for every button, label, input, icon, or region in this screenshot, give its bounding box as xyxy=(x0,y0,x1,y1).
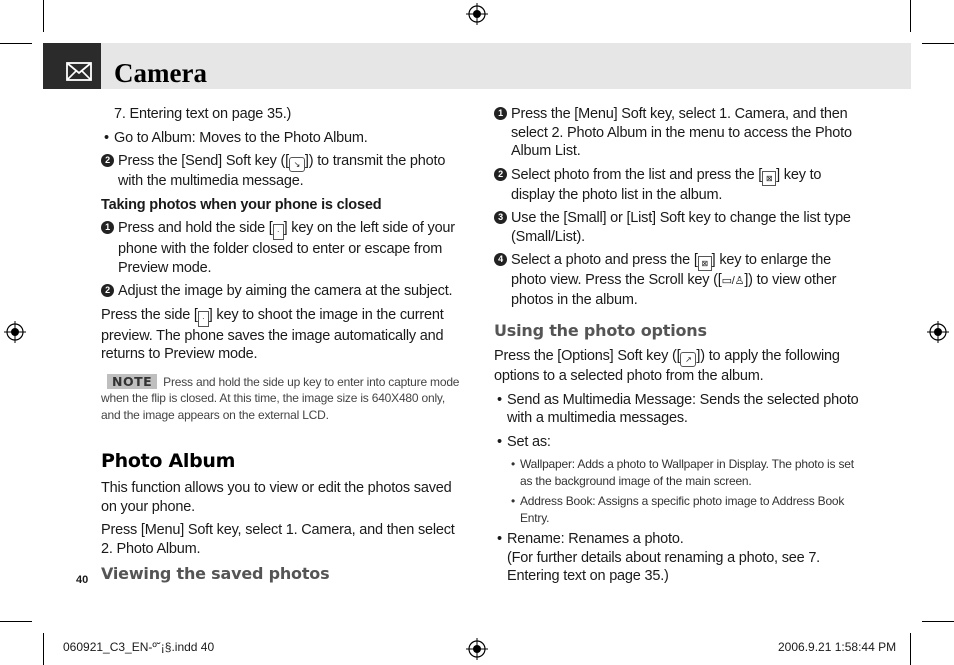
footer-filename: 060921_C3_EN-º˘¡§.indd 40 xyxy=(63,640,215,654)
registration-mark-icon xyxy=(466,3,488,25)
crop-mark xyxy=(922,43,954,44)
step-number: 4 xyxy=(494,253,507,266)
step-number: 1 xyxy=(101,221,114,234)
scroll-key-icon: ▭/♙ xyxy=(721,275,745,287)
sub-list-item: • Address Book: Assigns a specific photo image to Address Book Entry. xyxy=(511,494,845,525)
photo-album-heading: Photo Album xyxy=(101,450,236,472)
note-box xyxy=(101,374,466,424)
list-item: • Go to Album: Moves to the Photo Album. xyxy=(104,129,368,146)
registration-mark-icon xyxy=(466,638,488,660)
paragraph: Press the side [ · ] key to shoot the image in the current preview. The phone saves the image automatically and returns to Preview mode. xyxy=(101,306,444,362)
crop-mark xyxy=(922,621,954,622)
paragraph: Press [Menu] Soft key, select 1. Camera, and then select 2. Photo Album. xyxy=(101,522,455,557)
paragraph: Press the [Options] Soft key ([ ↗ ]) to apply the following options to a selected photo from the album. xyxy=(494,348,840,384)
note-badge: NOTE xyxy=(107,374,157,389)
registration-mark-icon xyxy=(4,321,26,343)
step-number: 2 xyxy=(101,284,114,297)
step-number: 2 xyxy=(101,154,114,167)
header-icon-box xyxy=(43,43,101,89)
list-item: • Rename: Renames a photo. (For further details about renaming a photo, see 7. Entering text on page 35.) xyxy=(497,531,821,584)
crop-mark xyxy=(0,621,32,622)
crop-mark xyxy=(910,633,911,665)
registration-mark-icon xyxy=(927,321,949,343)
send-key-icon: ↘ xyxy=(289,157,305,172)
step-item: 2 Adjust the image by aiming the camera at the subject. xyxy=(101,282,466,301)
footer-timestamp: 2006.9.21 1:58:44 PM xyxy=(778,640,897,654)
header-band xyxy=(101,43,911,89)
step-number: 1 xyxy=(494,107,507,120)
left-column xyxy=(101,105,466,563)
continuation-line: 7. Entering text on page 35.) xyxy=(114,106,292,122)
page-number: 40 xyxy=(76,574,89,586)
step-item: 2 Select photo from the list and press the [ ⊠ ] key to display the photo list in the album. xyxy=(494,166,859,205)
right-column xyxy=(494,105,859,591)
options-heading: Using the photo options xyxy=(494,321,707,340)
list-item: • Set as: xyxy=(497,433,551,450)
step-item: 1 Press and hold the side [ · ] key on the left side of your phone with the folder closed to enter or escape from Preview mode. xyxy=(101,219,466,277)
step-item: 2 Press the [Send] Soft key ([ ↘ ]) to transmit the photo with the multimedia message. xyxy=(101,152,466,191)
step-item: 4 Select a photo and press the [ ⊠ ] key to enlarge the photo view. Press the Scroll key ([▭/♙]) to view other photos in the album. xyxy=(494,251,859,309)
closed-phone-heading: Taking photos when your phone is closed xyxy=(101,196,382,213)
crop-mark xyxy=(910,0,911,32)
viewing-heading: Viewing the saved photos xyxy=(101,564,330,583)
crop-mark xyxy=(43,0,44,32)
sub-list-item: • Wallpaper: Adds a photo to Wallpaper in Display. The photo is set as the background image of the main screen. xyxy=(511,457,854,488)
options-key-icon: ↗ xyxy=(680,352,696,367)
step-number: 3 xyxy=(494,211,507,224)
ok-key-icon: ⊠ xyxy=(698,256,712,271)
crop-mark xyxy=(0,43,32,44)
step-number: 2 xyxy=(494,168,507,181)
step-item: 3 Use the [Small] or [List] Soft key to change the list type (Small/List). xyxy=(494,209,859,246)
note-text: Press and hold the side up key to enter into capture mode when the flip is closed. At this time, the image size is 640X480 only, and the image appears on the external LCD. xyxy=(101,374,460,422)
list-item: • Send as Multimedia Message: Sends the selected photo with a multimedia messages. xyxy=(497,391,859,426)
paragraph: This function allows you to view or edit the photos saved on your phone. xyxy=(101,480,452,515)
page-title: Camera xyxy=(114,58,207,88)
step-item: 1 Press the [Menu] Soft key, select 1. Camera, and then select 2. Photo Album in the menu to access the Photo Album List. xyxy=(494,105,859,161)
side-key-icon: · xyxy=(198,311,209,327)
envelope-icon xyxy=(66,62,92,81)
ok-key-icon: ⊠ xyxy=(762,171,776,186)
side-key-icon: · xyxy=(273,224,284,240)
crop-mark xyxy=(43,633,44,665)
